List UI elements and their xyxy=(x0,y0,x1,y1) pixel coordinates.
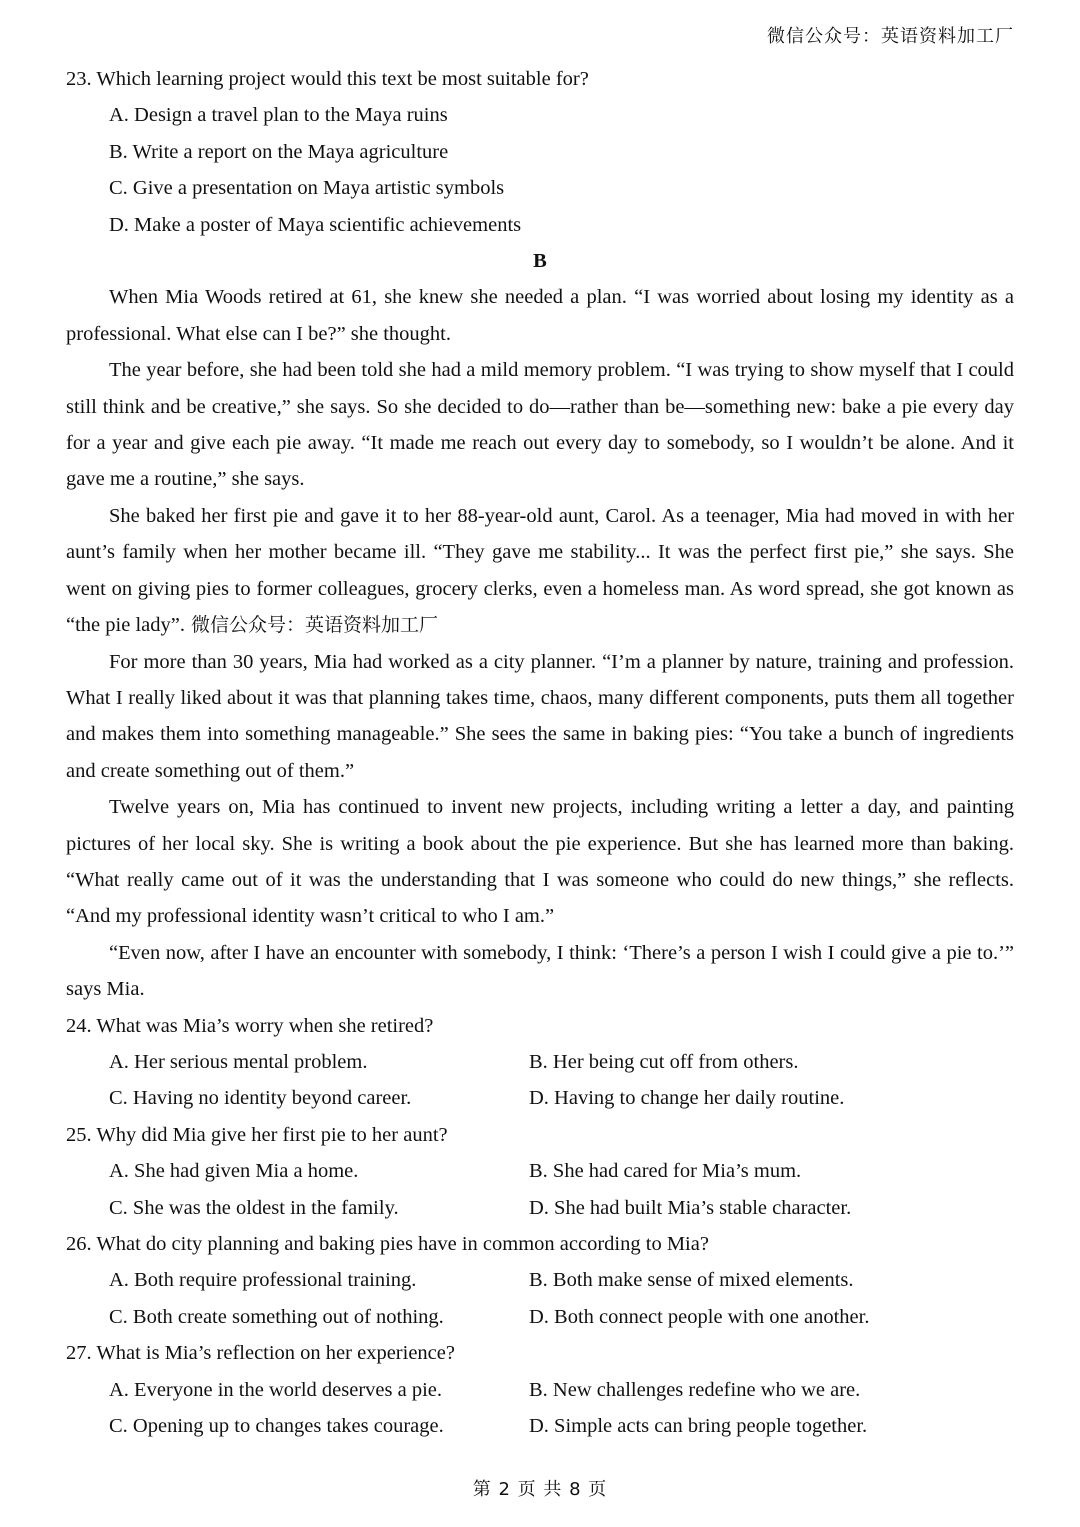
option-c: C. Having no identity beyond career. xyxy=(109,1087,412,1110)
paragraph: Twelve years on, Mia has continued to invent new projects, including writing a letter a day, and painting pictures of her local sky. She is writing a book about the pie experience. But she has learned more than baking. “What really came out of it was the understanding that I was someone who could do new things,” she reflects. “And my professional identity wasn’t critical to who I am.” xyxy=(66,796,1014,928)
option-c: C. Both create something out of nothing. xyxy=(109,1305,444,1328)
option-b: B. She had cared for Mia’s mum. xyxy=(529,1160,802,1183)
option-b: B. Both make sense of mixed elements. xyxy=(529,1269,854,1292)
section-title: B xyxy=(533,250,547,273)
option-a: A. Everyone in the world deserves a pie. xyxy=(109,1378,443,1401)
option-a: A. Her serious mental problem. xyxy=(109,1050,368,1073)
page-number: 第 2 页 共 8 页 xyxy=(472,1479,608,1500)
option-c: C. Opening up to changes takes courage. xyxy=(109,1415,444,1438)
question-23 xyxy=(66,61,1014,243)
option-d: D. Both connect people with one another. xyxy=(529,1305,870,1328)
question-stem: 27. What is Mia’s reflection on her experience? xyxy=(66,1342,455,1365)
inline-watermark: 微信公众号：英语资料加工厂 xyxy=(184,614,439,637)
option-d: D. Simple acts can bring people together. xyxy=(529,1415,868,1438)
question-stem: 26. What do city planning and baking pies have in common according to Mia? xyxy=(66,1233,709,1255)
question-27 xyxy=(66,1335,1014,1444)
option-d: D. Make a poster of Maya scientific achievements xyxy=(109,213,522,236)
question-25 xyxy=(66,1117,1014,1226)
option-b: B. Write a report on the Maya agriculture xyxy=(109,140,449,163)
question-24 xyxy=(66,1008,1014,1117)
paragraph: The year before, she had been told she had a mild memory problem. “I was trying to show myself that I could still think and be creative,” she says. So she decided to do—rather than be—something new: bake a pie every day for a year and give each pie away. “It made me reach out every day to somebody, so I wouldn’t be alone. And it gave me a routine,” she says. xyxy=(66,359,1014,491)
option-c: C. Give a presentation on Maya artistic symbols xyxy=(109,177,505,200)
paragraph: “Even now, after I have an encounter with somebody, I think: ‘There’s a person I wish I could give a pie to.’” says Mia. xyxy=(66,941,1014,1001)
option-c: C. She was the oldest in the family. xyxy=(109,1196,399,1219)
header-watermark: 微信公众号：英语资料加工厂 xyxy=(767,26,1014,47)
paragraph: For more than 30 years, Mia had worked as a city planner. “I’m a planner by nature, training and profession. What I really liked about it was that planning takes time, chaos, many different components, puts them all together and makes them into something manageable.” She sees the same in baking pies: “You take a bunch of ingredients and create something out of them.” xyxy=(66,650,1014,782)
question-stem: 24. What was Mia’s worry when she retired? xyxy=(66,1014,434,1037)
option-a: A. Both require professional training. xyxy=(109,1269,417,1292)
paragraph-text: She baked her first pie and gave it to her 88-year-old aunt, Carol. As a teenager, Mia had moved in with her aunt’s family when her mother became ill. “They gave me stability... It was the perfect first pie,” she says. She went on giving pies to former colleagues, grocery clerks, even a homeless man. As word spread, she got known as “the pie lady”. xyxy=(66,504,1014,637)
paragraph: When Mia Woods retired at 61, she knew she needed a plan. “I was worried about losing my identity as a professional. What else can I be?” she thought. xyxy=(66,286,1014,345)
option-d: D. Having to change her daily routine. xyxy=(529,1087,845,1110)
question-stem: 25. Why did Mia give her first pie to her aunt? xyxy=(66,1123,448,1146)
option-b: B. Her being cut off from others. xyxy=(529,1050,799,1073)
question-26 xyxy=(66,1226,1014,1335)
page-content xyxy=(66,61,1014,1444)
paragraph xyxy=(66,498,1014,644)
option-d: D. She had built Mia’s stable character. xyxy=(529,1196,852,1219)
question-stem: 23. Which learning project would this text be most suitable for? xyxy=(66,68,589,90)
option-a: A. She had given Mia a home. xyxy=(109,1160,359,1183)
option-a: A. Design a travel plan to the Maya ruins xyxy=(109,104,448,127)
option-b: B. New challenges redefine who we are. xyxy=(529,1378,861,1401)
